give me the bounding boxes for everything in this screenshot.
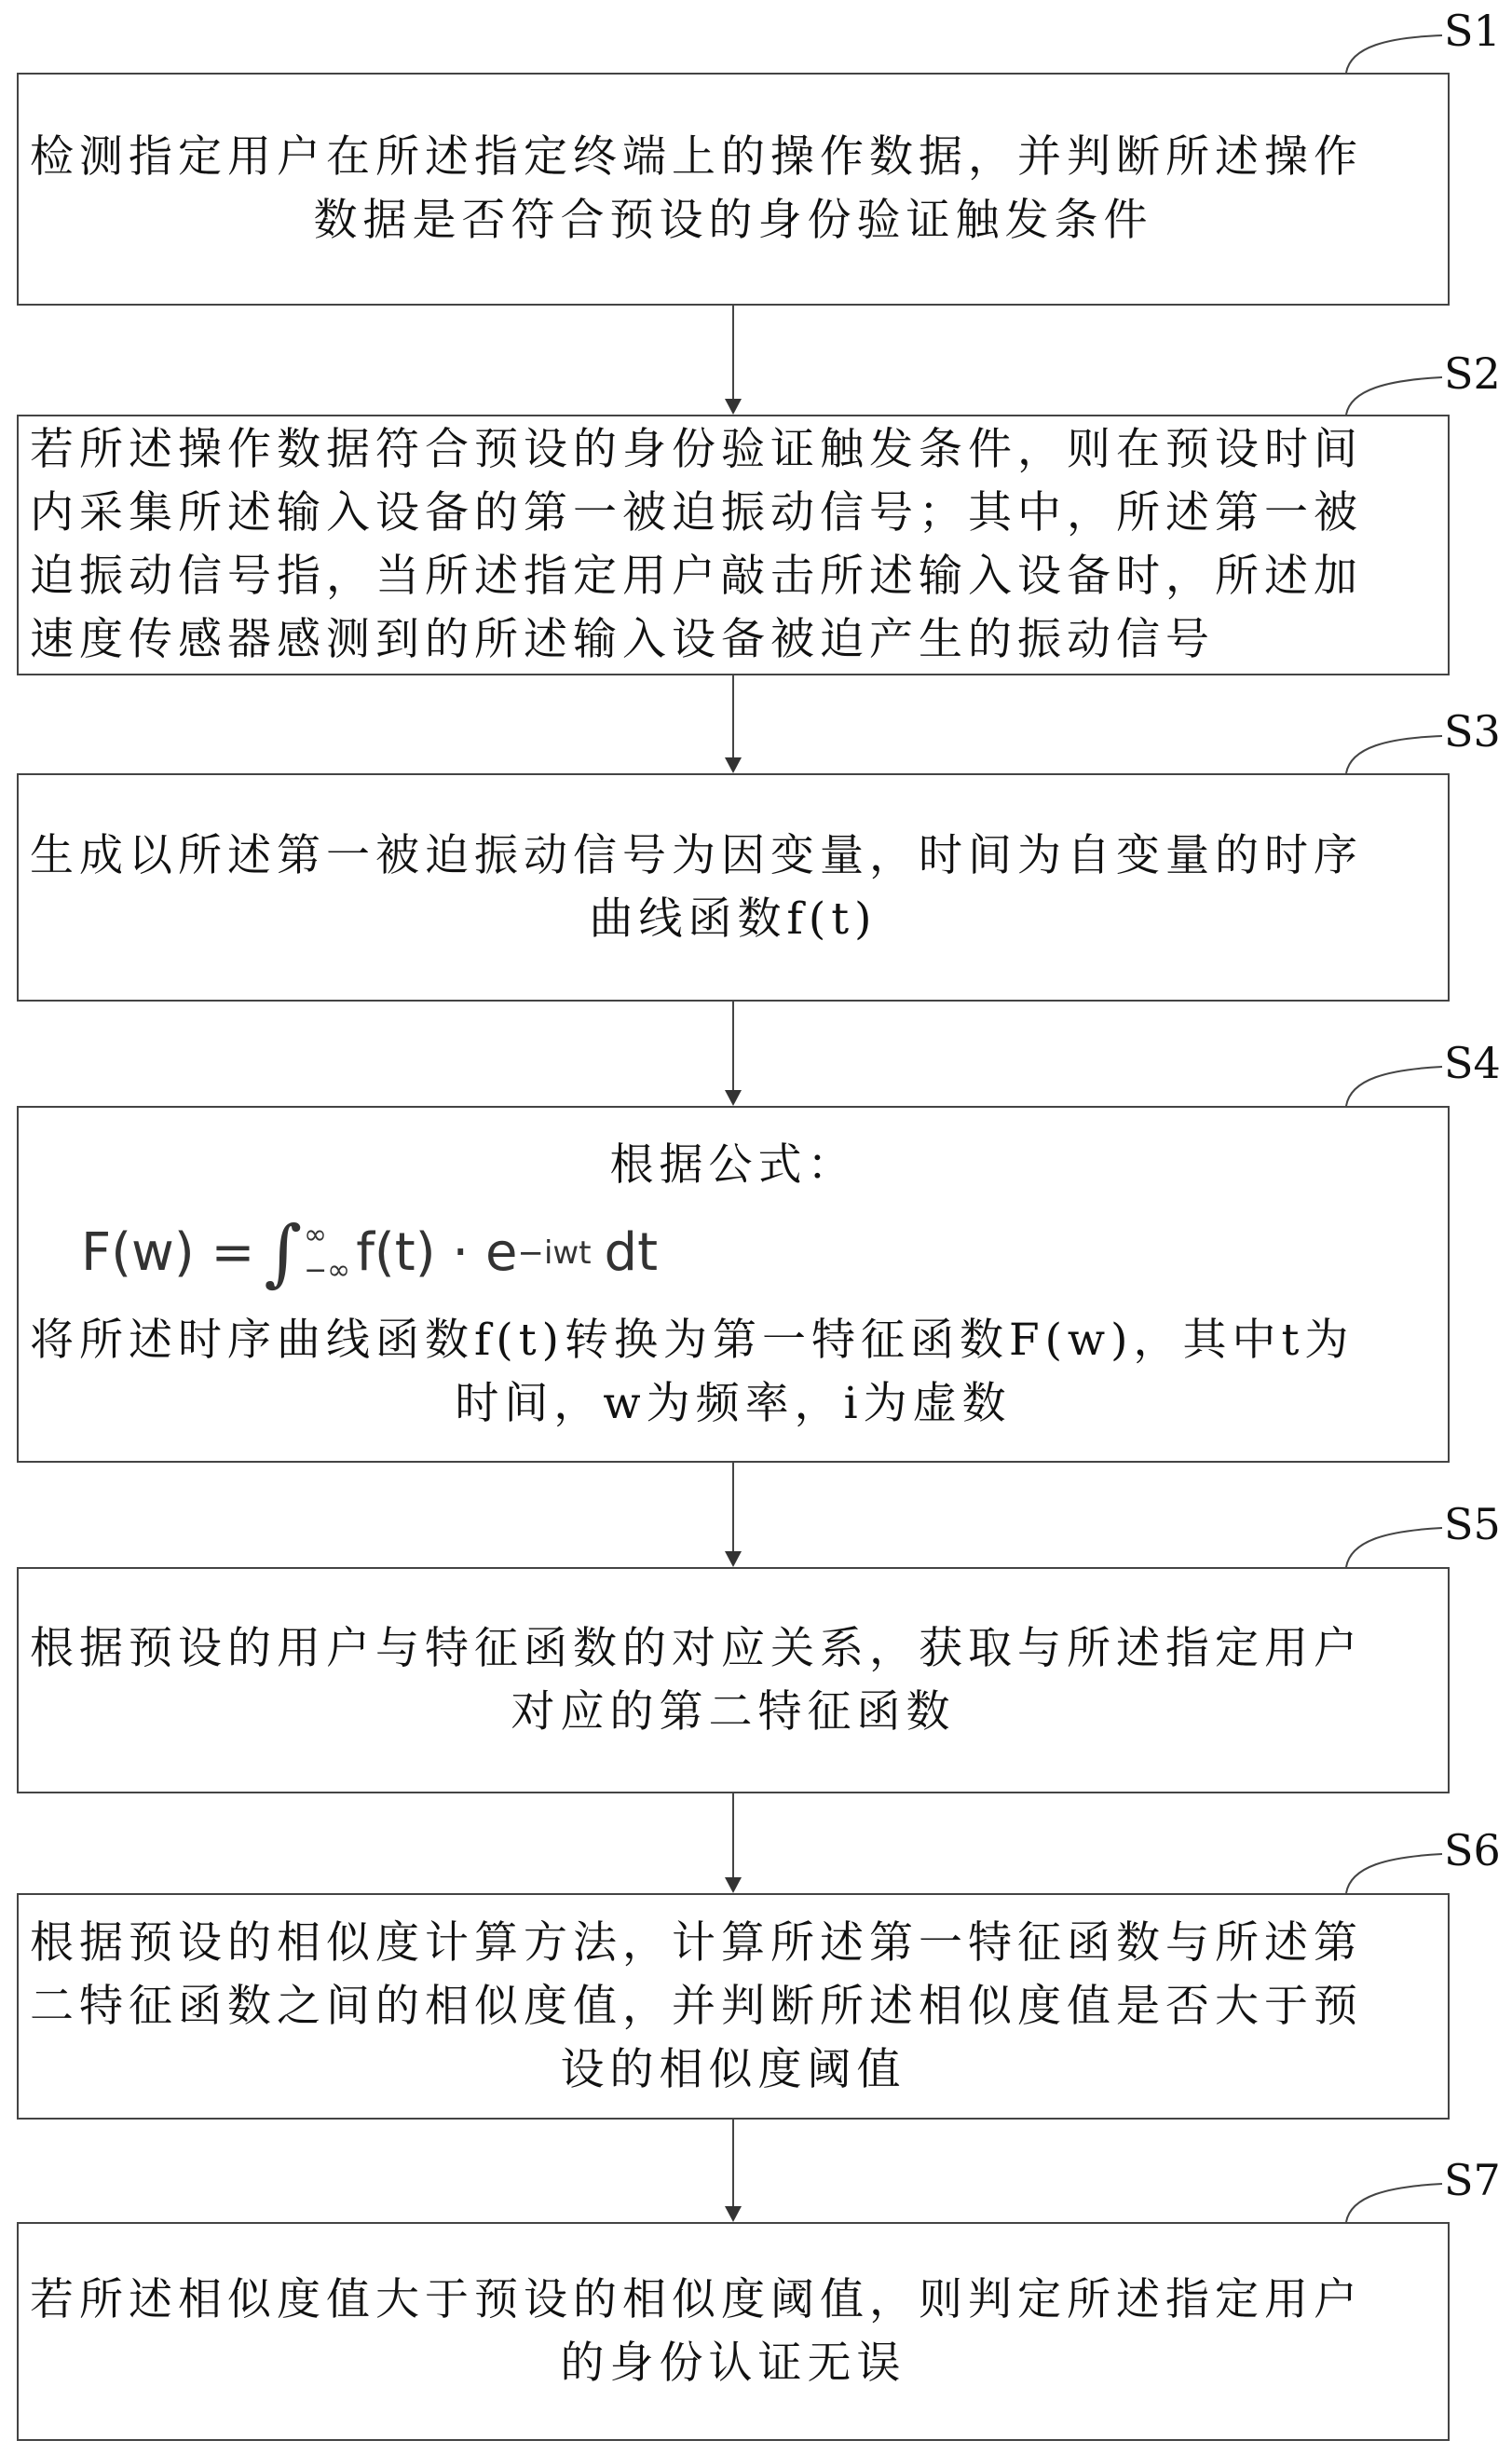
step-label-s3: S3 bbox=[1444, 706, 1501, 757]
formula-tail: dt bbox=[604, 1222, 659, 1283]
step-label-s2: S2 bbox=[1444, 348, 1501, 399]
step-label-s1: S1 bbox=[1444, 6, 1501, 56]
step-label-s6: S6 bbox=[1444, 1825, 1501, 1875]
integral-upper: ∞ bbox=[304, 1218, 328, 1251]
step-text: 对应的第二特征函数 bbox=[511, 1685, 956, 1738]
step-text: 迫振动信号指，当所述指定用户敲击所述输入设备时，所述加 bbox=[30, 551, 1363, 602]
arrowhead bbox=[725, 757, 742, 773]
step-text: 设的相似度阈值 bbox=[560, 2043, 906, 2095]
step-text: 根据预设的相似度计算方法，计算所述第一特征函数与所述第 bbox=[30, 1916, 1363, 1969]
step-text: 数据是否符合预设的身份验证触发条件 bbox=[313, 195, 1153, 246]
step-label-s5: S5 bbox=[1444, 1499, 1501, 1549]
leader-s6 bbox=[1346, 1854, 1442, 1893]
step-text: 根据预设的用户与特征函数的对应关系，获取与所述指定用户 bbox=[30, 1622, 1363, 1674]
integral-sign: ∫ bbox=[264, 1210, 303, 1295]
leader-s2 bbox=[1346, 377, 1442, 415]
step-label-s7: S7 bbox=[1444, 2155, 1501, 2205]
step-text: 时间，w为频率，i为虚数 bbox=[455, 1377, 1012, 1429]
step-text: 的身份认证无误 bbox=[560, 2337, 906, 2389]
step-label-s4: S4 bbox=[1444, 1038, 1501, 1088]
formula-exponent: −iwt bbox=[517, 1234, 592, 1272]
step-text: 若所述操作数据符合预设的身份验证触发条件，则在预设时间 bbox=[30, 424, 1363, 475]
leader-s4 bbox=[1346, 1067, 1442, 1106]
step-text: 二特征函数之间的相似度值，并判断所述相似度值是否大于预 bbox=[30, 1980, 1363, 2032]
step-text: 生成以所述第一被迫振动信号为因变量，时间为自变量的时序 bbox=[30, 829, 1363, 881]
leader-s1 bbox=[1346, 35, 1442, 73]
step-text: 速度传感器感测到的所述输入设备被迫产生的振动信号 bbox=[30, 614, 1215, 665]
arrowhead bbox=[725, 1551, 742, 1567]
step-text: 若所述相似度值大于预设的相似度阈值，则判定所述指定用户 bbox=[30, 2273, 1363, 2325]
integral-lower: −∞ bbox=[304, 1253, 351, 1287]
leader-s3 bbox=[1346, 736, 1442, 773]
formula-body: f(t) · e bbox=[356, 1222, 518, 1283]
leader-s7 bbox=[1346, 2184, 1442, 2222]
step-text: 检测指定用户在所述指定终端上的操作数据，并判断所述操作 bbox=[30, 131, 1363, 183]
leader-s5 bbox=[1346, 1528, 1442, 1567]
step-text: 曲线函数f(t) bbox=[589, 893, 878, 945]
step-text: 将所述时序曲线函数f(t)转换为第一特征函数F(w)，其中t为 bbox=[30, 1314, 1355, 1366]
arrowhead bbox=[725, 399, 742, 415]
step-text: 内采集所述输入设备的第一被迫振动信号；其中，所述第一被 bbox=[30, 487, 1363, 539]
arrowhead bbox=[725, 2206, 742, 2222]
formula-lhs: F(w) = bbox=[81, 1222, 255, 1283]
arrowhead bbox=[725, 1877, 742, 1893]
step-text: 根据公式： bbox=[609, 1138, 857, 1191]
arrowhead bbox=[725, 1090, 742, 1106]
